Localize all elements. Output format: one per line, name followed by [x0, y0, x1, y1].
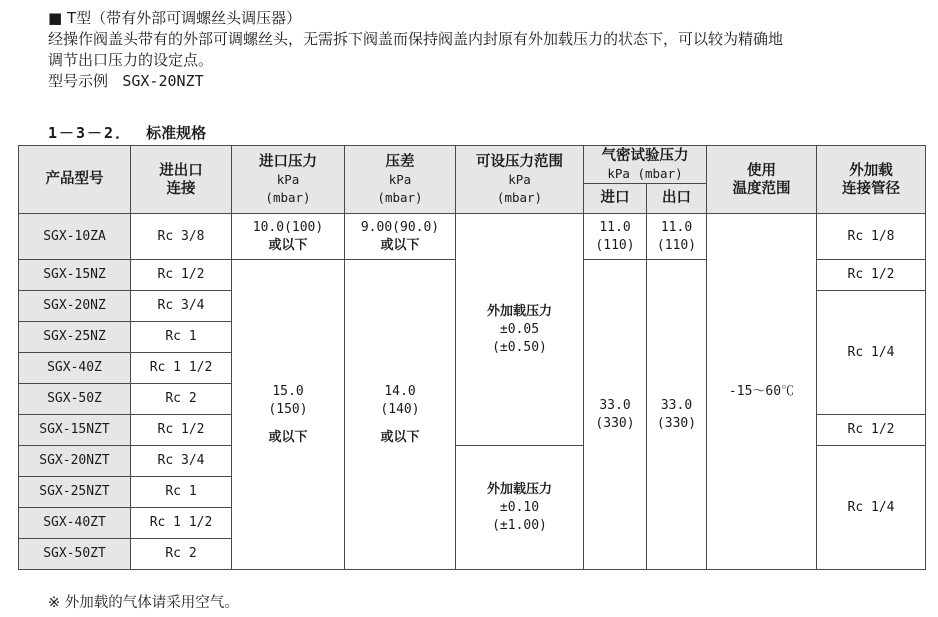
type-description-line-1: 经操作阀盖头带有的外部可调螺丝头，无需拆下阀盖而保持阀盖内封原有外加载压力的状态下，可以较为精确地: [48, 30, 784, 48]
type-description-line-2: 调节出口压力的设定点。: [48, 51, 214, 69]
model-example-value: SGX-20NZT: [122, 72, 204, 90]
table-cell-model: SGX-20NZ: [19, 291, 131, 322]
intro-block: [48, 8, 928, 92]
table-cell-model: SGX-15NZ: [19, 260, 131, 291]
pipe-size-5: Rc 1/4: [817, 446, 926, 570]
leak-inlet-group-b: 33.0 (330): [584, 260, 647, 570]
pipe-size-2: Rc 1/2: [817, 260, 926, 291]
spec-table: [18, 145, 926, 570]
table-cell-model: SGX-50ZT: [19, 539, 131, 570]
table-cell-model: SGX-50Z: [19, 384, 131, 415]
header-ext-pipe: 外加载 连接管径: [817, 146, 926, 214]
set-range-external-load-1: 外加载压力 ±0.05 (±0.50): [456, 214, 584, 446]
footnote: ※ 外加载的气体请采用空气。: [48, 595, 239, 611]
table-cell-connection: Rc 1/2: [131, 415, 232, 446]
header-leak-test: 气密试验压力 kPa (mbar): [584, 146, 707, 184]
inlet-pressure-group-b: 15.0 (150) 或以下: [232, 260, 345, 570]
header-connection: 进出口 连接: [131, 146, 232, 214]
table-cell-connection: Rc 1 1/2: [131, 353, 232, 384]
leak-outlet-group-b: 33.0 (330): [647, 260, 707, 570]
table-cell-model: SGX-15NZT: [19, 415, 131, 446]
pipe-size-4: Rc 1/2: [817, 415, 926, 446]
table-cell-model: SGX-25NZ: [19, 322, 131, 353]
table-cell-connection: Rc 1: [131, 477, 232, 508]
table-cell-connection: Rc 3/4: [131, 291, 232, 322]
table-cell-connection: Rc 3/4: [131, 446, 232, 477]
table-cell-connection: Rc 2: [131, 384, 232, 415]
temp-range: -15～60℃: [707, 214, 817, 570]
diff-pressure-group-a: 9.00(90.0) 或以下: [345, 214, 456, 260]
table-cell-model: SGX-10ZA: [19, 214, 131, 260]
section-number: 1－3－2．: [48, 124, 133, 142]
diff-pressure-group-b: 14.0 (140) 或以下: [345, 260, 456, 570]
header-model: 产品型号: [19, 146, 131, 214]
header-set-range: 可设压力范围 kPa (mbar): [456, 146, 584, 214]
leak-inlet-group-a: 11.0 (110): [584, 214, 647, 260]
inlet-pressure-group-a: 10.0(100) 或以下: [232, 214, 345, 260]
section-title: [48, 122, 206, 143]
table-cell-connection: Rc 3/8: [131, 214, 232, 260]
header-leak-outlet: 出口: [647, 184, 707, 214]
header-inlet-pressure: 进口压力 kPa (mbar): [232, 146, 345, 214]
table-cell-model: SGX-25NZT: [19, 477, 131, 508]
pipe-size-1: Rc 1/8: [817, 214, 926, 260]
header-diff-pressure: 压差 kPa (mbar): [345, 146, 456, 214]
table-cell-connection: Rc 1: [131, 322, 232, 353]
model-example: [48, 71, 928, 92]
leak-outlet-group-a: 11.0 (110): [647, 214, 707, 260]
section-title-text: 标准规格: [146, 124, 207, 142]
table-cell-connection: Rc 1/2: [131, 260, 232, 291]
table-cell-model: SGX-40Z: [19, 353, 131, 384]
model-example-label: 型号示例: [48, 72, 109, 90]
header-temp: 使用 温度范围: [707, 146, 817, 214]
pipe-size-3: Rc 1/4: [817, 291, 926, 415]
table-cell-connection: Rc 1 1/2: [131, 508, 232, 539]
header-leak-inlet: 进口: [584, 184, 647, 214]
type-heading: ■ T型（带有外部可调螺丝头调压器）: [48, 9, 302, 27]
table-cell-connection: Rc 2: [131, 539, 232, 570]
table-cell-model: SGX-20NZT: [19, 446, 131, 477]
table-cell-model: SGX-40ZT: [19, 508, 131, 539]
set-range-external-load-2: 外加载压力 ±0.10 (±1.00): [456, 446, 584, 570]
